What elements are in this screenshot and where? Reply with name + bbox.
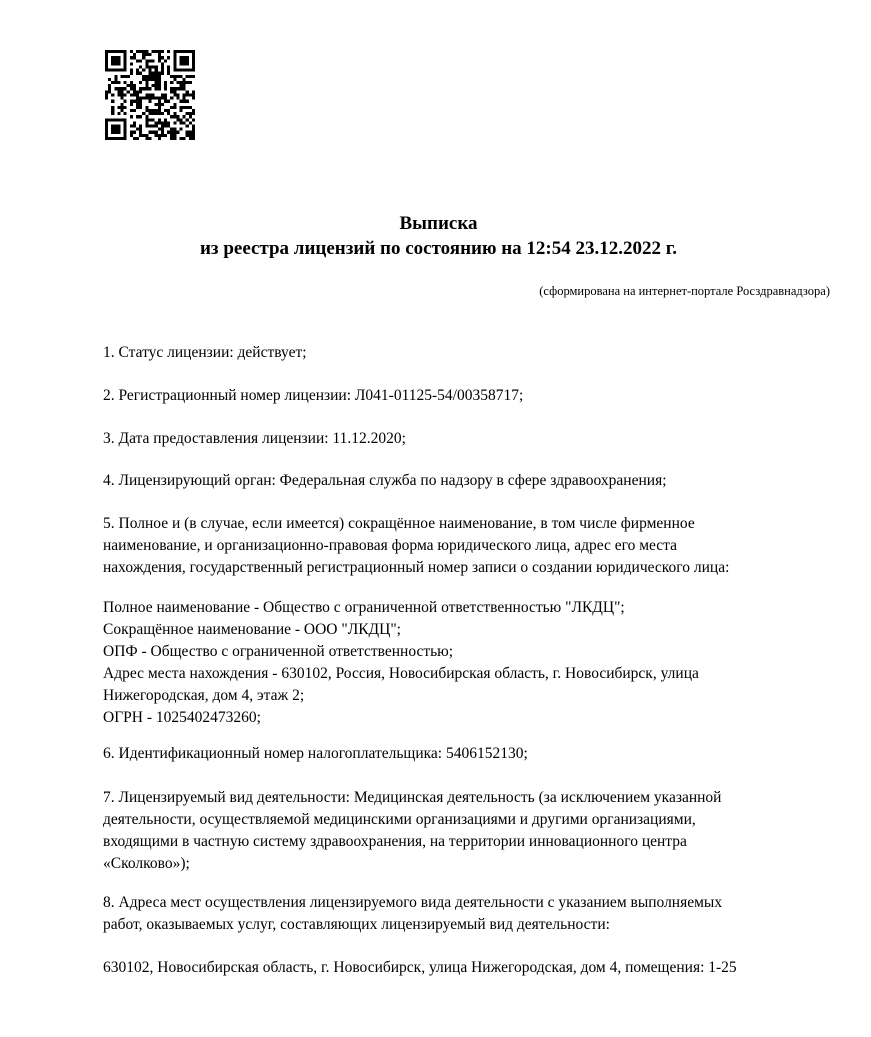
item-date: 3. Дата предоставления лицензии: 11.12.2020; (103, 430, 406, 447)
item-reg-number: 2. Регистрационный номер лицензии: Л041-01125-54/00358717; (103, 387, 524, 404)
qr-code (105, 50, 195, 140)
generation-note: (сформирована на интернет-портале Росздравнадзора) (539, 284, 830, 298)
item-addresses-heading: 8. Адреса мест осуществления лицензируемого вида деятельности с указанием выполняемых работ, оказываемых услуг, составляющих лицензируемый вид деятельности: (103, 894, 723, 933)
item-activity: 7. Лицензируемый вид деятельности: Медицинская деятельность (за исключением указанной деятельности, осуществляемой медицинскими организациями и другими организациями, входящими в частную систему здравоохранения, на территории инновационного центра «Сколково»); (103, 789, 722, 872)
document-title: Выписка (399, 213, 478, 234)
org-opf: ОПФ - Общество с ограниченной ответственностью; (103, 643, 454, 660)
org-ogrn: ОГРН - 1025402473260; (103, 709, 261, 726)
item-inn: 6. Идентификационный номер налогоплательщика: 5406152130; (103, 745, 528, 762)
item-name-heading: 5. Полное и (в случае, если имеется) сокращённое наименование, в том числе фирменное наименование, и организационно-правовая форма юридического лица, адрес его места нахождения, государственный регистрационный номер записи о создании юридического лица: (103, 515, 730, 576)
org-address-line-1: Адрес места нахождения - 630102, Россия, Новосибирская область, г. Новосибирск, улица (103, 665, 699, 682)
document-subtitle: из реестра лицензий по состоянию на 12:54 23.12.2022 г. (199, 238, 677, 259)
item-address-1: 630102, Новосибирская область, г. Новосибирск, улица Нижегородская, дом 4, помещения: 1-25 (103, 959, 737, 976)
item-status: 1. Статус лицензии: действует; (103, 344, 307, 361)
org-full-name: Полное наименование - Общество с ограниченной ответственностью "ЛКДЦ"; (103, 599, 625, 616)
org-address-line-2: Нижегородская, дом 4, этаж 2; (103, 687, 305, 704)
org-details (103, 597, 823, 729)
item-authority: 4. Лицензирующий орган: Федеральная служба по надзору в сфере здравоохранения; (103, 472, 667, 489)
org-short-name: Сокращённое наименование - ООО "ЛКДЦ"; (103, 621, 401, 638)
